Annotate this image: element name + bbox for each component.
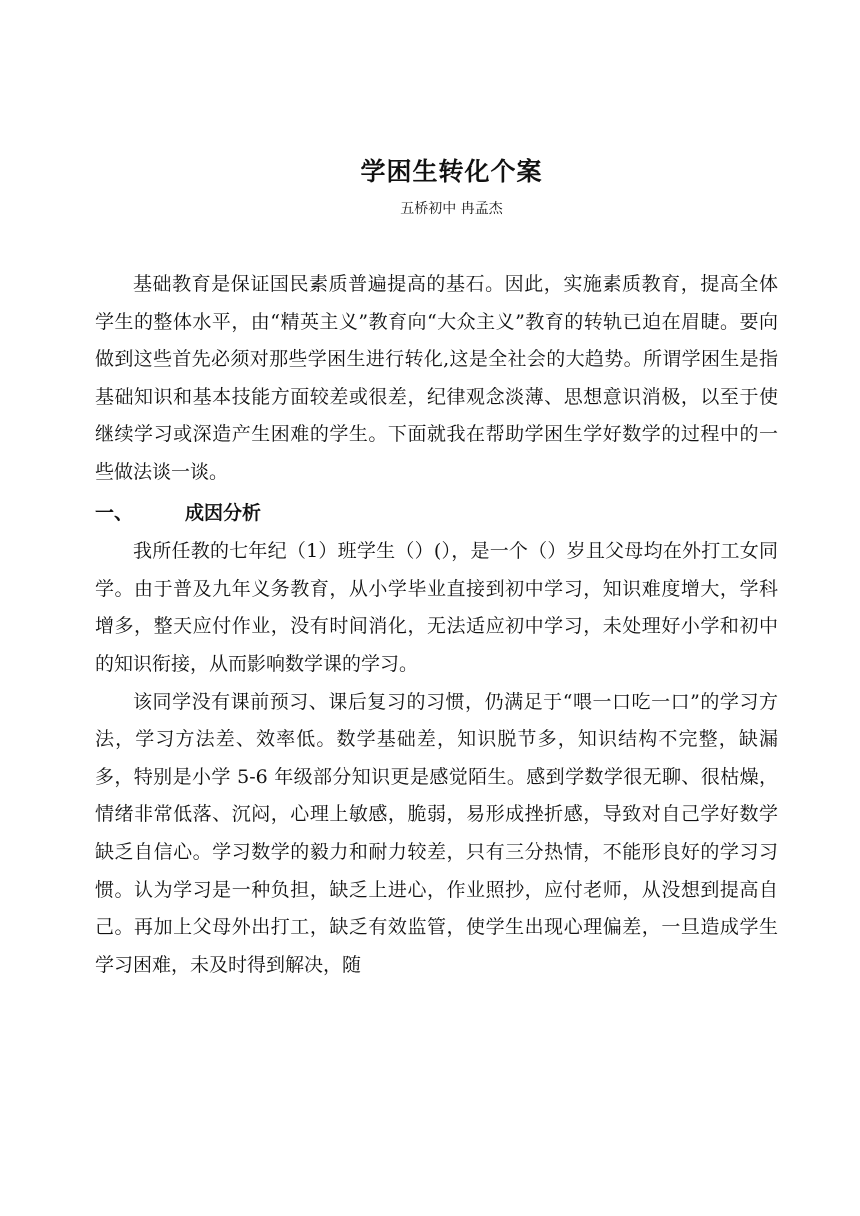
section-heading-text: 成因分析: [185, 501, 262, 524]
document-title: 学困生转化个案: [360, 157, 543, 186]
section-number: 一、: [95, 501, 134, 524]
document-author: 五桥初中 冉孟杰: [400, 201, 503, 217]
section-heading: [95, 492, 778, 534]
body-paragraph: 该同学没有课前预习、课后复习的习惯，仍满足于“喂一口吃一口”的学习方法，学习方法差、效率低。数学基础差，知识脱节多，知识结构不完整，缺漏多，特别是小学 5-6 年级部分知识更是感觉陌生。感到学数学很无聊、很枯燥，情绪非常低落、沉闷，心理上敏感，脆弱，易形成挫折感，导致对自己学好数学缺乏自信心。学习数学的毅力和耐力较差，只有三分热情，不能形良好的学习习惯。认为学习是一种负担，缺乏上进心，作业照抄，应付老师，从没想到提高自己。再加上父母外出打工，缺乏有效监管，使学生出现心理偏差，一旦造成学生学习困难，未及时得到解决，随: [95, 690, 778, 976]
intro-paragraph: 基础教育是保证国民素质普遍提高的基石。因此，实施素质教育，提高全体学生的整体水平，由“精英主义”教育向“大众主义”教育的转轨已迫在眉睫。要向做到这些首先必须对那些学困生进行转化,这是全社会的大趋势。所谓学困生是指基础知识和基本技能方面较差或很差，纪律观念淡薄、思想意识消极，以至于使继续学习或深造产生困难的学生。下面就我在帮助学困生学好数学的过程中的一些做法谈一谈。: [95, 273, 778, 483]
document-body: [95, 266, 778, 984]
body-paragraph: 我所任教的七年纪（1）班学生（）(），是一个（）岁且父母均在外打工女同学。由于普及九年义务教育，从小学毕业直接到初中学习，知识难度增大，学科增多，整天应付作业，没有时间消化，无法适应初中学习，未处理好小学和初中的知识衔接，从而影响数学课的学习。: [95, 540, 778, 675]
